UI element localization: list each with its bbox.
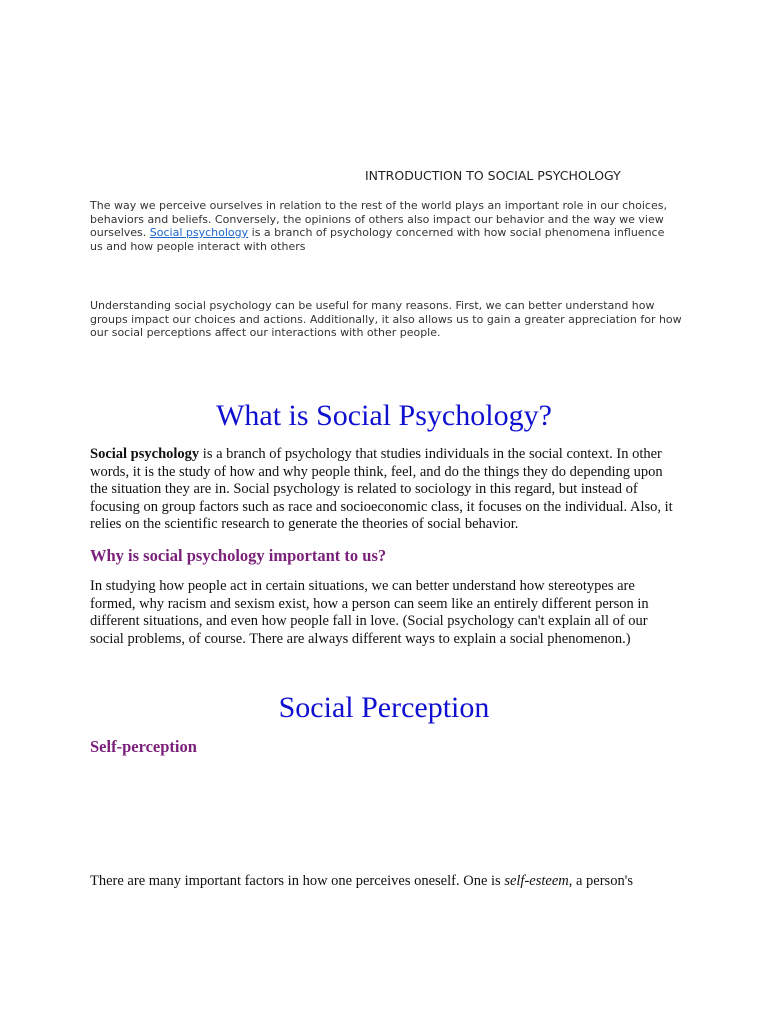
- self-esteem-term: self-esteem: [504, 873, 569, 889]
- what-paragraph: [90, 446, 680, 534]
- intro-paragraph-1: [90, 199, 680, 253]
- factors-paragraph-text-end: , a person's: [568, 873, 633, 889]
- intro-title: INTRODUCTION TO SOCIAL PSYCHOLOGY: [365, 168, 621, 183]
- heading-what-is-social-psychology: What is Social Psychology?: [216, 399, 552, 432]
- what-term: Social psychology: [90, 446, 200, 462]
- intro-paragraph-1-text: The way we perceive ourselves in relation to the rest of the world plays an important role in our choices, behaviors and beliefs. Conversely, the opinions of others also impact our behavior and the way we view ourselves.: [90, 199, 667, 239]
- what-paragraph-text: is a branch of psychology that studies individuals in the social context. In other words, it is the study of how and why people think, feel, and do the things they do depending upon the situation they are in. Social psychology is related to sociology in this regard, but instead of focusing on group factors such as race and socioeconomic class, it focuses on the individual. Also, it relies on the scientific research to generate the theories of social behavior.: [90, 446, 673, 532]
- factors-paragraph-text: There are many important factors in how one perceives oneself. One is: [90, 873, 505, 889]
- intro-paragraph-2: Understanding social psychology can be useful for many reasons. First, we can better understand how groups impact our choices and actions. Additionally, it also allows us to gain a greater appreciation for how our social perceptions affect our interactions with other people.: [90, 299, 682, 339]
- heading-self-perception: Self-perception: [90, 737, 197, 756]
- social-psychology-link[interactable]: Social psychology: [149, 226, 249, 239]
- intro-paragraph-1-text-end: is a branch of psychology concerned with how social phenomena influence us and how people interact with others: [90, 226, 665, 253]
- why-paragraph: In studying how people act in certain situations, we can better understand how stereotypes are formed, why racism and sexism exist, how a person can seem like an entirely different person in different situations, and even how people fall in love. (Social psychology can't explain all of our social problems, of course. There are always different ways to explain a social phenomenon.): [90, 578, 649, 647]
- heading-social-perception: Social Perception: [278, 691, 490, 724]
- factors-paragraph: [90, 873, 690, 891]
- heading-why-important: Why is social psychology important to us?: [90, 546, 387, 565]
